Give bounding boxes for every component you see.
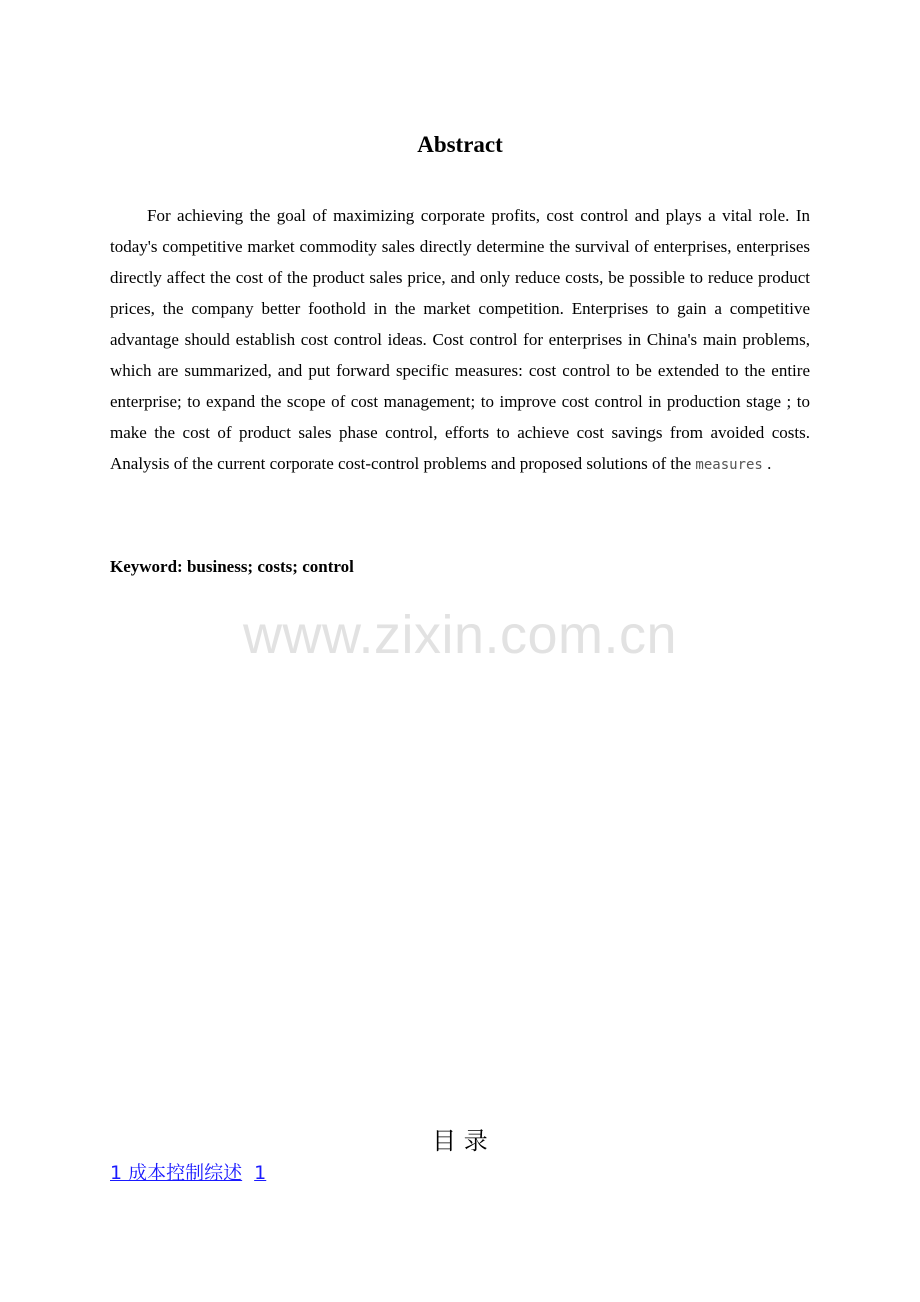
abstract-body [110,200,810,481]
toc-entry-label: 1 成本控制综述 [110,1162,243,1184]
toc-title: 目 录 [432,1127,488,1155]
abstract-body-text: For achieving the goal of maximizing corporate profits, cost control and plays a vital role. In today's competitive market commodity sales directly determine the survival of enterprises, enterprises directly affect the cost of the product sales price, and only reduce costs, be possible to reduce product prices, the company better foothold in the market competition. Enterprises to gain a competitive advantage should establish cost control ideas. Cost control for enterprises in China's main problems, which are summarized, and put forward specific measures: cost control to be extended to the entire enterprise; to expand the scope of cost management; to improve cost control in production stage ; to make the cost of product sales phase control, efforts to achieve cost savings from avoided costs. Analysis of the current corporate cost-control problems and proposed solutions of the [110,206,810,473]
keywords-line: Keyword: business; costs; control [110,557,354,576]
watermark: www.zixin.com.cn [242,605,678,665]
abstract-body-end: . [762,454,772,473]
abstract-title: Abstract [417,132,503,157]
abstract-body-mono-word: measures [695,457,763,473]
toc-entry-page-number: 1 [254,1162,267,1184]
toc-entry-link[interactable] [110,1158,266,1188]
